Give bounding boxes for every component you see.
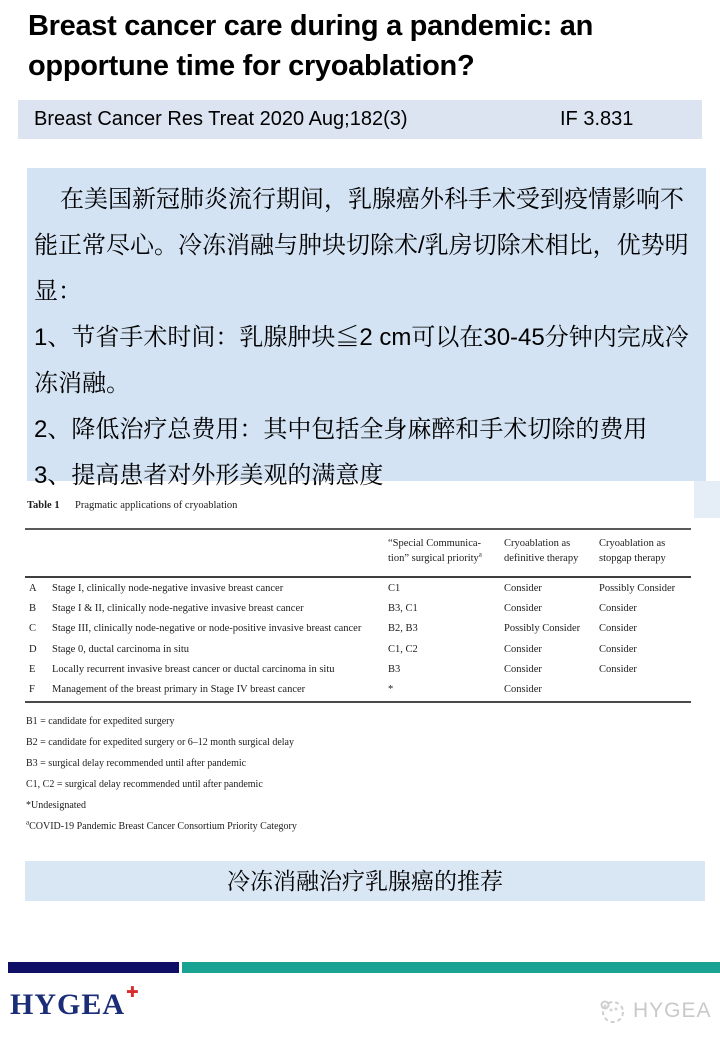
panel-corner-remnant <box>694 481 720 518</box>
table-title: Pragmatic applications of cryoablation <box>75 500 238 511</box>
row-stopgap: Consider <box>599 663 637 675</box>
row-definitive: Possibly Consider <box>504 623 581 635</box>
row-letter: E <box>29 663 36 675</box>
row-letter: B <box>29 603 37 615</box>
row-priority: C1 <box>388 583 401 594</box>
table-row <box>25 640 691 660</box>
row-description: Management of the breast primary in Stage IV breast cancer <box>52 683 306 695</box>
row-priority: B2, B3 <box>388 623 418 635</box>
row-description: Stage III, clinically node-negative or node-positive invasive breast cancer <box>52 623 362 635</box>
row-letter: C <box>29 623 37 635</box>
table-footnotes <box>26 711 297 837</box>
table-row <box>25 680 691 700</box>
row-description: Stage 0, ductal carcinoma in situ <box>52 643 190 655</box>
col-header-priority <box>388 536 500 566</box>
page-title-line1: Breast cancer care during a pandemic: an <box>28 10 593 42</box>
table-row <box>25 599 691 619</box>
row-definitive: Consider <box>504 603 542 615</box>
col-header-stopgap-line2: stopgap therapy <box>599 553 666 564</box>
row-priority: B3, C1 <box>388 603 418 615</box>
hygea-logo-text: HYGEA <box>10 988 126 1021</box>
row-priority: B3 <box>388 663 401 675</box>
table-rule-bottom <box>25 701 691 703</box>
row-stopgap: Consider <box>599 643 637 655</box>
row-letter: A <box>29 583 37 594</box>
col-header-definitive-line1: Cryoablation as <box>504 538 571 549</box>
table-row <box>25 579 691 599</box>
journal-strip <box>18 100 702 139</box>
row-definitive: Consider <box>504 583 542 594</box>
footnote-b2: B2 = candidate for expedited surgery or 6–12 month surgical delay <box>26 737 294 748</box>
col-header-priority-sup: a <box>478 550 482 559</box>
col-header-priority-text: tion” surgical priority <box>388 553 479 564</box>
table-row <box>25 660 691 680</box>
row-definitive: Consider <box>504 683 542 695</box>
col-header-definitive-line2: definitive therapy <box>504 553 579 564</box>
summary-panel <box>27 168 706 489</box>
page-title-line2: opportune time for cryoablation? <box>28 50 475 82</box>
hygea-logo <box>10 983 140 1022</box>
summary-paragraph: 在美国新冠肺炎流行期间，乳腺癌外科手术受到疫情影响不能正常尽心。冷冻消融与肿块切除术/乳房切除术相比，优势明显： <box>34 186 689 305</box>
red-cross-icon: ✚ <box>126 983 140 1001</box>
row-priority: C1, C2 <box>388 643 418 655</box>
row-definitive: Consider <box>504 663 542 675</box>
cryoablation-table <box>25 492 691 844</box>
row-description: Stage I & II, clinically node-negative invasive breast cancer <box>52 603 304 615</box>
col-header-priority-line1: “Special Communica- <box>388 538 482 549</box>
row-letter: D <box>29 643 37 655</box>
footnote-covid-sup: a <box>26 818 30 827</box>
row-description: Stage I, clinically node-negative invasive breast cancer <box>52 583 284 594</box>
summary-point-2: 2、降低治疗总费用：其中包括全身麻醉和手术切除的费用 <box>34 416 648 443</box>
hygea-watermark-icon <box>598 997 626 1025</box>
row-description: Locally recurrent invasive breast cancer or ductal carcinoma in situ <box>52 663 335 675</box>
impact-factor: IF 3.831 <box>560 108 634 130</box>
footer-bar-teal <box>182 962 720 973</box>
page-title <box>28 6 688 86</box>
hygea-watermark <box>598 997 712 1025</box>
col-header-definitive <box>504 536 598 566</box>
footnote-c1c2: C1, C2 = surgical delay recommended until after pandemic <box>26 779 263 790</box>
table-row <box>25 619 691 639</box>
col-header-stopgap <box>599 536 691 566</box>
col-header-priority-line2 <box>388 551 500 566</box>
row-definitive: Consider <box>504 643 542 655</box>
row-stopgap: Consider <box>599 603 637 615</box>
footnote-undesignated: *Undesignated <box>26 800 86 811</box>
row-stopgap: Possibly Consider <box>599 583 676 594</box>
journal-citation: Breast Cancer Res Treat 2020 Aug;182(3) <box>34 108 408 130</box>
footnote-b1: B1 = candidate for expedited surgery <box>26 716 175 727</box>
footnote-covid <box>26 816 297 837</box>
footnote-b3: B3 = surgical delay recommended until after pandemic <box>26 758 247 769</box>
caption-bar: 冷冻消融治疗乳腺癌的推荐 <box>25 861 705 901</box>
row-stopgap: Consider <box>599 623 637 635</box>
footnote-covid-text: COVID-19 Pandemic Breast Cancer Consortium Priority Category <box>29 821 297 832</box>
table-body <box>25 579 691 700</box>
table-rule-top <box>25 528 691 530</box>
table-rule-header <box>25 576 691 578</box>
hygea-watermark-text: HYGEA <box>633 999 712 1022</box>
col-header-stopgap-line1: Cryoablation as <box>599 538 666 549</box>
row-priority: * <box>388 683 394 695</box>
row-letter: F <box>29 683 35 695</box>
footer-bar-navy <box>8 962 179 973</box>
table-label: Table 1 <box>27 500 60 511</box>
summary-point-3: 3、提高患者对外形美观的满意度 <box>34 462 384 489</box>
summary-point-1: 1、节省手术时间：乳腺肿块≦2 cm可以在30-45分钟内完成冷冻消融。 <box>34 324 689 397</box>
